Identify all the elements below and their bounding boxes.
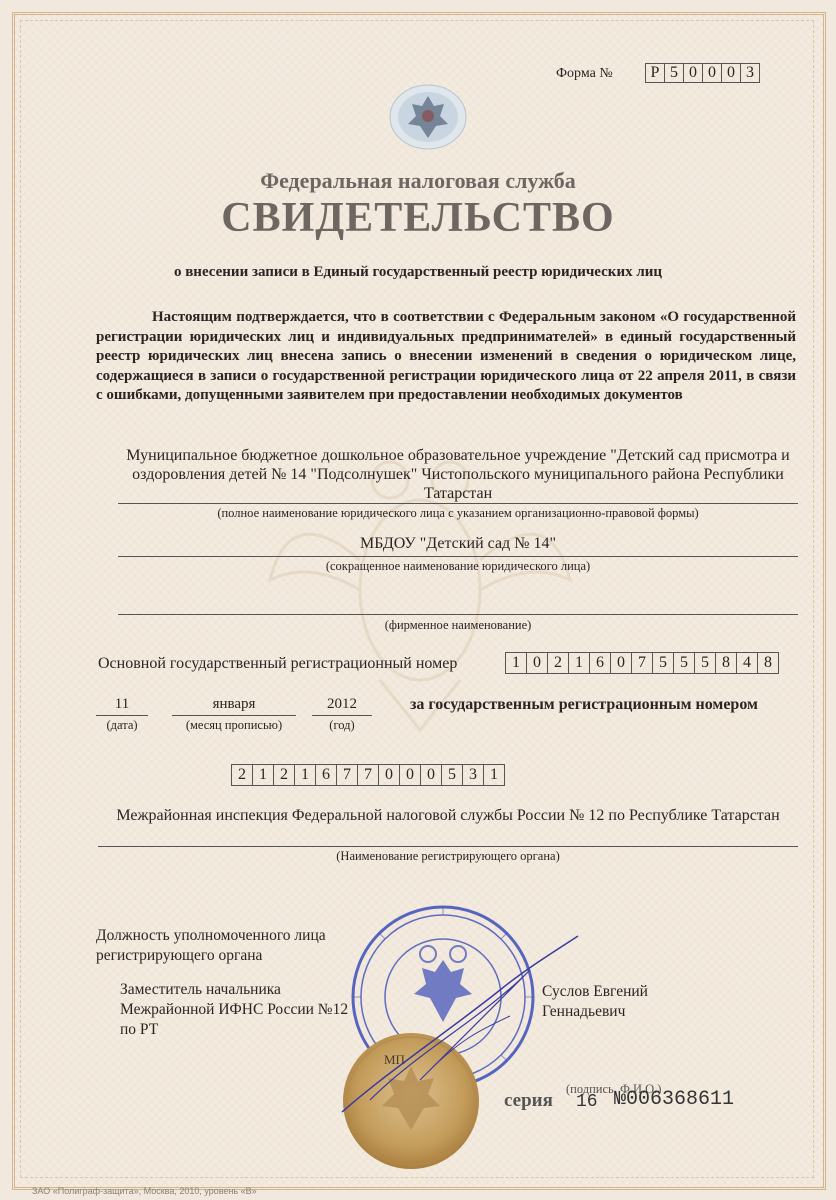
ogrn-digit: 1 (505, 652, 527, 674)
grn-digit: 6 (315, 764, 337, 786)
ogrn-digit: 0 (610, 652, 632, 674)
position-caption: Должность уполномоченного лица регистрирующего органа (96, 927, 326, 964)
agency-name: Федеральная налоговая служба (260, 168, 576, 193)
form-number-label: Форма № (556, 66, 613, 81)
document-subtitle: о внесении записи в Единый государственный реестр юридических лиц (173, 264, 663, 280)
record-year: 2012 (327, 696, 357, 712)
entity-short-name: МБДОУ "Детский сад № 14" (360, 535, 556, 552)
entity-full-name: Муниципальное бюджетное дошкольное образовательное учреждение "Детский сад присмотра и оздоровления детей № 14 "Подсолнушек" Чистопольского муниципального района Республики Татарстан (126, 447, 790, 502)
brand-name-line (118, 614, 798, 615)
record-day-line (96, 715, 148, 716)
hologram-emblem-icon (386, 82, 470, 152)
record-year-line (312, 715, 372, 716)
printer-note: ЗАО «Полиграф-защита», Москва, 2010, уровень «В» (32, 1186, 257, 1196)
record-year-caption: (год) (329, 718, 355, 732)
short-name-line (118, 556, 798, 557)
grn-digit: 0 (420, 764, 442, 786)
ogrn-digit: 5 (673, 652, 695, 674)
ogrn-boxes (506, 652, 779, 674)
ogrn-digit: 5 (694, 652, 716, 674)
ogrn-digit: 1 (568, 652, 590, 674)
form-code-char: Р (645, 63, 665, 83)
record-day-caption: (дата) (106, 718, 138, 732)
ogrn-digit: 2 (547, 652, 569, 674)
grn-label: за государственным регистрационным номером (410, 696, 758, 713)
authority-line (98, 846, 798, 847)
form-code-char: 3 (740, 63, 760, 83)
grn-digit: 7 (336, 764, 358, 786)
registering-authority: Межрайонная инспекция Федеральной налоговой службы России № 12 по Республике Татарстан (116, 807, 780, 824)
signature-caption: (подпись, Ф.И.О.) (566, 1082, 662, 1096)
ogrn-digit: 0 (526, 652, 548, 674)
authority-caption: (Наименование регистрирующего органа) (336, 849, 560, 863)
short-name-caption: (сокращенное наименование юридического лица) (325, 559, 591, 573)
series-label: серия (504, 1090, 553, 1111)
form-code-char: 0 (702, 63, 722, 83)
grn-digit: 3 (462, 764, 484, 786)
record-month-line (172, 715, 296, 716)
grn-boxes (232, 764, 505, 786)
ogrn-digit: 8 (757, 652, 779, 674)
signer-position: Заместитель начальника Межрайонной ИФНС России №12 по РТ (120, 981, 349, 1038)
series-number: 16 (576, 1092, 598, 1112)
record-month: января (212, 696, 256, 712)
grn-digit: 1 (252, 764, 274, 786)
ogrn-digit: 7 (631, 652, 653, 674)
form-code-char: 0 (683, 63, 703, 83)
grn-digit: 5 (441, 764, 463, 786)
signer-name: Суслов Евгений Геннадьевич (542, 983, 648, 1020)
statement-paragraph: Настоящим подтверждается, что в соответствии с Федеральным законом «О государственной регистрации юридических лиц и индивидуальных предпринимателей» в единый государственный реестр юридических лиц внесена запись о внесении изменений в сведения о юридическом лице, содержащиеся в записи о государственной регистрации юридического лица от 22 апреля 2011, в связи с ошибками, допущенными заявителем при предоставлении необходимых документов (96, 309, 796, 403)
full-name-caption: (полное наименование юридического лица с указанием организационно-правовой формы) (217, 506, 699, 520)
ogrn-digit: 5 (652, 652, 674, 674)
record-month-caption: (месяц прописью) (185, 718, 283, 732)
document-number: №006368611 (614, 1088, 735, 1111)
ogrn-digit: 4 (736, 652, 758, 674)
full-name-line (118, 503, 798, 504)
seal-label: МП (384, 1052, 405, 1067)
grn-digit: 2 (231, 764, 253, 786)
grn-digit: 1 (483, 764, 505, 786)
grn-digit: 0 (378, 764, 400, 786)
brand-name-caption: (фирменное наименование) (384, 618, 532, 632)
ogrn-label: Основной государственный регистрационный номер (98, 655, 458, 672)
form-code-char: 0 (721, 63, 741, 83)
grn-digit: 0 (399, 764, 421, 786)
grn-digit: 2 (273, 764, 295, 786)
grn-digit: 1 (294, 764, 316, 786)
form-code-boxes (646, 63, 760, 83)
document-title: СВИДЕТЕЛЬСТВО (221, 195, 615, 241)
form-code-char: 5 (664, 63, 684, 83)
ogrn-digit: 8 (715, 652, 737, 674)
grn-digit: 7 (357, 764, 379, 786)
ogrn-digit: 6 (589, 652, 611, 674)
record-day: 11 (114, 696, 130, 712)
